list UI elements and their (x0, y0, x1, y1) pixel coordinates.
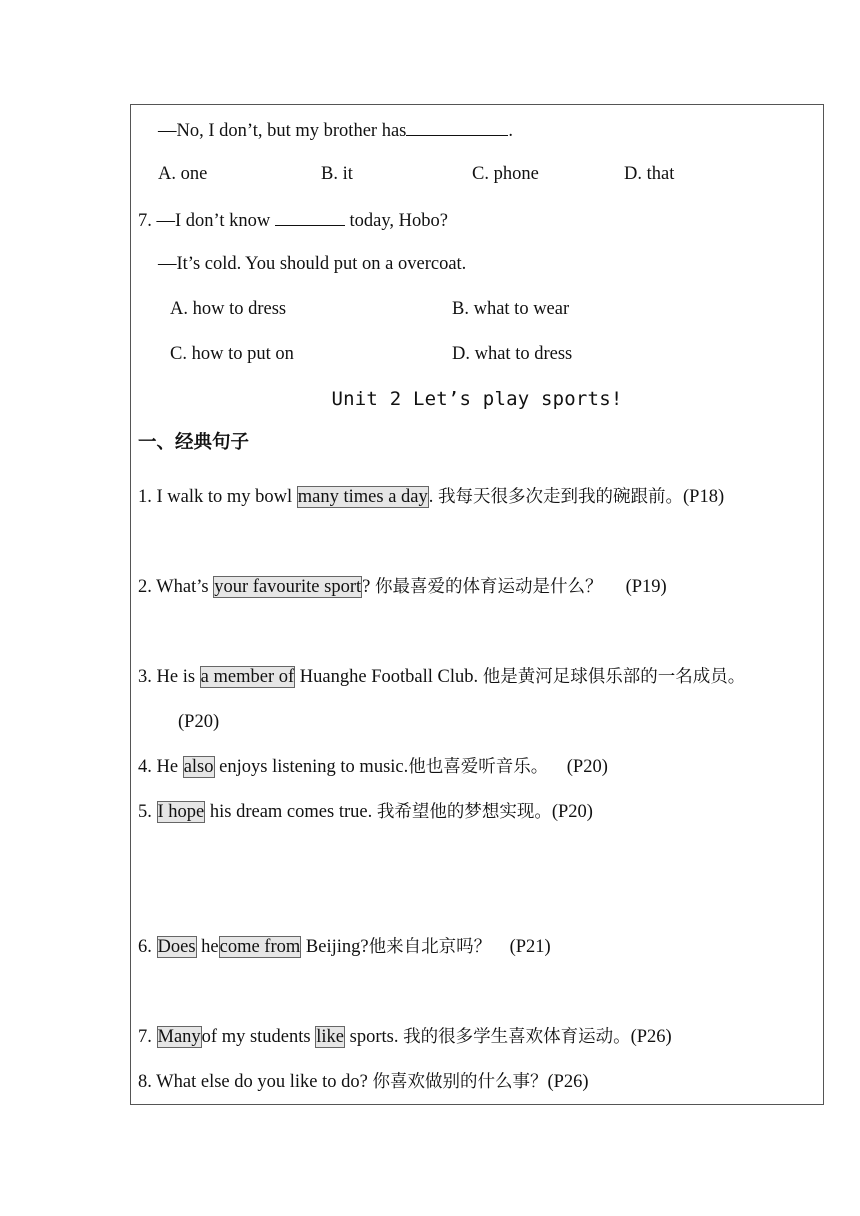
sentence-4: 4. He also enjoys listening to music.他也喜爱听音乐。 (P20) (138, 757, 608, 777)
section-heading: 一、经典句子 (138, 432, 250, 453)
highlight-phrase: I hope (157, 802, 205, 822)
fill-blank (406, 117, 508, 136)
q6-option-c: C. phone (472, 164, 539, 184)
q7-answer-line: —It’s cold. You should put on a overcoat. (158, 254, 467, 274)
q7-question: 7. —I don’t know today, Hobo? (138, 207, 448, 233)
highlight-phrase: Does (157, 937, 196, 957)
sentence-3: 3. He is a member of Huanghe Football Club. 他是黄河足球俱乐部的一名成员。 (138, 667, 746, 687)
highlight-phrase: like (316, 1027, 344, 1047)
sentence-3-ref: (P20) (178, 712, 220, 732)
q7-option-c: C. how to put on (170, 344, 294, 364)
sentence-5: 5. I hope his dream comes true. 我希望他的梦想实现。(P20) (138, 802, 593, 822)
q6-option-b: B. it (321, 164, 353, 184)
fill-blank (275, 207, 345, 226)
highlight-phrase: your favourite sport (214, 577, 362, 597)
highlight-phrase: many times a day (297, 487, 428, 507)
highlight-phrase: a member of (200, 667, 295, 687)
q6-option-d: D. that (624, 164, 675, 184)
sentence-2: 2. What’s your favourite sport? 你最喜爱的体育运动是什么？ (P19) (138, 577, 667, 597)
sentence-7: 7. Manyof my students like sports. 我的很多学生喜欢体育运动。(P26) (138, 1027, 672, 1047)
q7-option-b: B. what to wear (452, 299, 570, 319)
unit-title: Unit 2 Let’s play sports! (331, 388, 623, 410)
highlight-phrase: Many (157, 1027, 201, 1047)
sentence-8: 8. What else do you like to do? 你喜欢做别的什么事？(P26) (138, 1072, 589, 1092)
q7-option-d: D. what to dress (452, 344, 573, 364)
sentence-1: 1. I walk to my bowl many times a day. 我每天很多次走到我的碗跟前。(P18) (138, 487, 725, 507)
q6-answer-line: —No, I don’t, but my brother has . (158, 117, 513, 143)
highlight-phrase: also (183, 757, 214, 777)
q6-option-a: A. one (158, 164, 208, 184)
sentence-6: 6. Does hecome from Beijing?他来自北京吗？ (P21) (138, 937, 551, 957)
highlight-phrase: come from (219, 937, 301, 957)
q7-option-a: A. how to dress (170, 299, 287, 319)
